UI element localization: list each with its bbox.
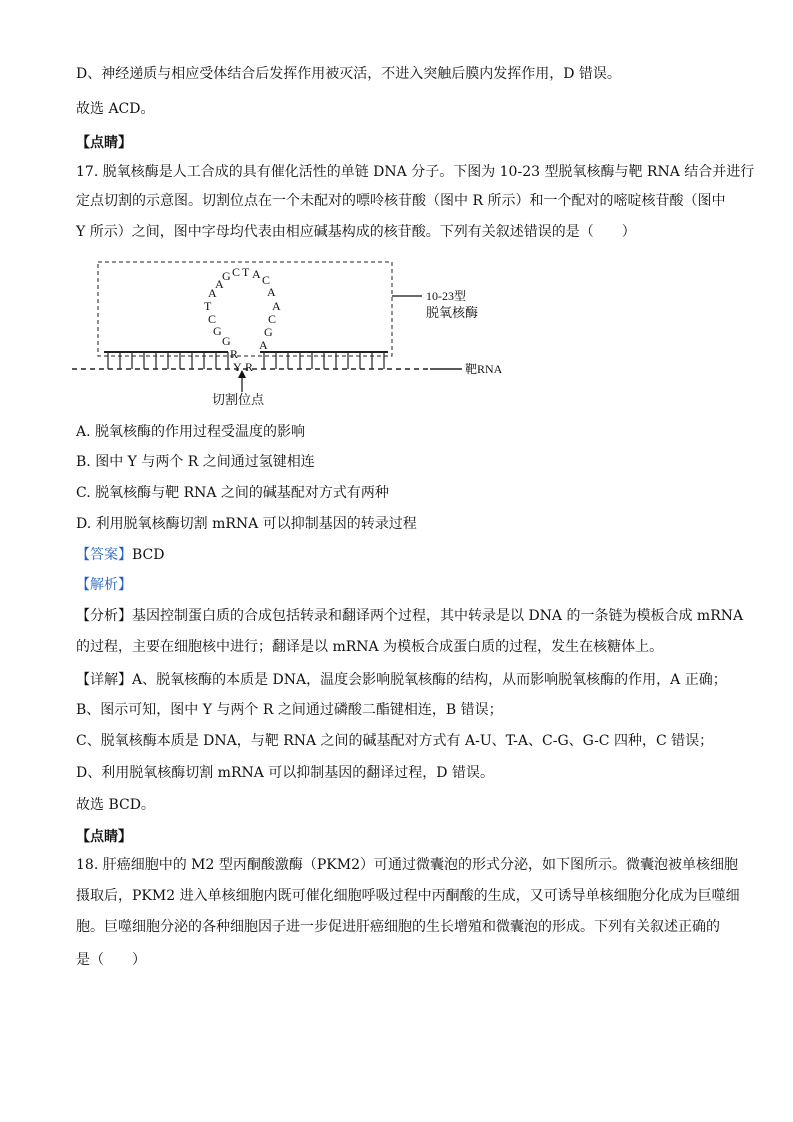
- loop-letter: T: [242, 265, 250, 279]
- fenxi-line-2: 的过程，主要在细胞核中进行；翻译是以 mRNA 为模板合成蛋白质的过程，发生在核糖体上。: [76, 639, 664, 655]
- loop-letter: C: [262, 273, 271, 287]
- q18-stem-line-2: 摄取后，PKM2 进入单核细胞内既可催化细胞呼吸过程中丙酮酸的生成，又可诱导单核细胞分化成为巨噬细: [76, 888, 740, 904]
- loop-letter: A: [272, 299, 281, 313]
- loop-letter: C: [208, 312, 217, 326]
- loop-letter: G: [222, 269, 231, 283]
- loop-letter: A: [215, 277, 224, 291]
- answer-tag: 【答案】: [76, 547, 132, 563]
- prev-dianjing: 【点睛】: [76, 135, 132, 151]
- loop-letter: G: [264, 325, 273, 339]
- fenxi-text-1: 基因控制蛋白质的合成包括转录和翻译两个过程，其中转录是以 DNA 的一条链为模板合成 mRNA: [132, 608, 744, 624]
- xiangjie-tag: 【详解】: [76, 672, 132, 688]
- left-pair-ticks: [108, 352, 228, 369]
- right-pair-ticks: [264, 352, 384, 369]
- q17-option-b: B. 图中 Y 与两个 R 之间通过氢键相连: [76, 454, 315, 470]
- q18-stem-line-4: 是（ ）: [76, 952, 146, 968]
- enzyme-label-2: 脱氧核酶: [426, 305, 479, 320]
- loop-letter: A: [208, 286, 217, 300]
- loop-letter: R: [245, 360, 254, 374]
- target-rna-label: 靶RNA: [465, 362, 503, 376]
- fenxi-line-1: [76, 606, 743, 626]
- cut-site-label: 切割位点: [212, 392, 265, 406]
- loop-letter: R: [230, 347, 239, 361]
- q17-stem-line-1: 17. 脱氧核酶是人工合成的具有催化活性的单链 DNA 分子。下图为 10-23 型脱氧核酶与靶 RNA 结合并进行: [76, 164, 755, 180]
- xiangjie-line-d: D、利用脱氧核酶切割 mRNA 可以抑制基因的翻译过程，D 错误。: [76, 765, 494, 781]
- q17-stem-line-2: 定点切割的示意图。切割位点在一个未配对的嘌呤核苷酸（图中 R 所示）和一个配对的嘧啶核苷酸（图中: [76, 193, 726, 209]
- loop-letter: G: [213, 324, 222, 338]
- loop-letter: T: [204, 299, 212, 313]
- loop-letter: G: [222, 334, 231, 348]
- deoxyribozyme-diagram: [70, 256, 510, 406]
- q17-stem-line-3: Y 所示）之间，图中字母均代表由相应碱基构成的核苷酸。下列有关叙述错误的是（ ）: [76, 224, 636, 240]
- q17-dianjing: 【点睛】: [76, 829, 132, 845]
- loop-letter: Y: [233, 360, 242, 374]
- prev-choice: 故选 ACD。: [76, 101, 155, 117]
- loop-letter: C: [232, 265, 241, 279]
- loop-letter: A: [252, 267, 261, 281]
- xiangjie-line-a: [76, 670, 727, 690]
- xiangjie-line-c: C、脱氧核酶本质是 DNA，与靶 RNA 之间的碱基配对方式有 A-U、T-A、C-G、G-C 四种，C 错误；: [76, 733, 714, 749]
- xiangjie-text-a: A、脱氧核酶的本质是 DNA，温度会影响脱氧核酶的结构，从而影响脱氧核酶的作用，A 正确；: [132, 672, 727, 688]
- q17-option-c: C. 脱氧核酶与靶 RNA 之间的碱基配对方式有两种: [76, 485, 389, 501]
- xiangjie-line-b: B、图示可知，图中 Y 与两个 R 之间通过磷酸二酯键相连，B 错误；: [76, 702, 503, 718]
- loop-letter: A: [267, 285, 276, 299]
- prev-option-d: D、神经递质与相应受体结合后发挥作用被灭活，不进入突触后膜内发挥作用，D 错误。: [76, 66, 621, 82]
- enzyme-label-1: 10-23型: [426, 289, 466, 303]
- q17-option-a: A. 脱氧核酶的作用过程受温度的影响: [76, 424, 306, 440]
- q17-choice: 故选 BCD。: [76, 797, 155, 813]
- q18-stem-line-3: 胞。巨噬细胞分泌的各种细胞因子进一步促进肝癌细胞的生长增殖和微囊泡的形成。下列有关叙述正确的: [76, 919, 720, 935]
- loop-letter: A: [259, 338, 268, 352]
- q18-stem-line-1: 18. 肝癌细胞中的 M2 型丙酮酸激酶（PKM2）可通过微囊泡的形式分泌，如下图所示。微囊泡被单核细胞: [76, 857, 738, 873]
- q17-answer-row: [76, 545, 164, 565]
- answer-value: BCD: [132, 547, 165, 563]
- fenxi-tag: 【分析】: [76, 608, 132, 624]
- loop-letter: C: [268, 312, 277, 326]
- q17-option-d: D. 利用脱氧核酶切割 mRNA 可以抑制基因的转录过程: [76, 516, 417, 532]
- analysis-tag: 【解析】: [76, 577, 132, 593]
